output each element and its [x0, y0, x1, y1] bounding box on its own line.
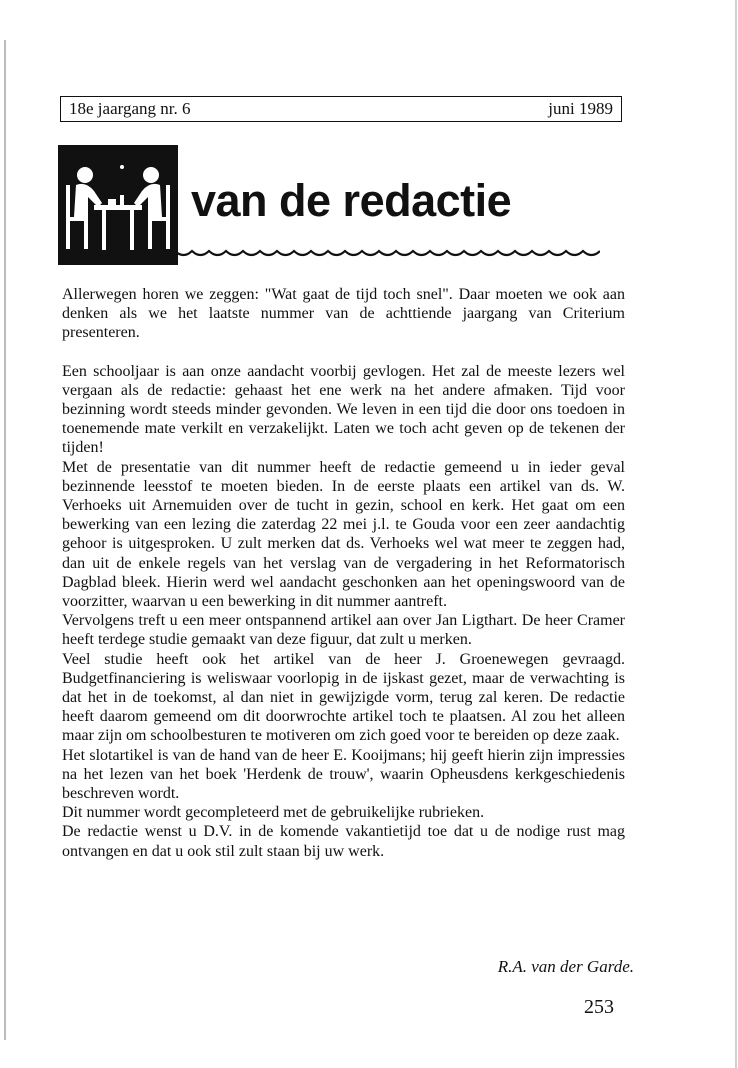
- issue-header: [60, 96, 622, 122]
- issue-date: juni 1989: [548, 99, 613, 118]
- issue-label: 18e jaargang nr. 6: [69, 99, 191, 118]
- paragraph: Een schooljaar is aan onze aandacht voorbij gevlogen. Het zal de meeste lezers wel vergaan als de redactie: gehaast het ene werk na het andere afmaken. Tijd voor bezinning wordt steeds minder gevonden. We leven in een tijd die door ons toedoen in toenemende mate verkilt en verzakelijkt. Laten we toch acht geven op de tekenen der tijden!: [62, 362, 625, 457]
- paragraph: Het slotartikel is van de hand van de heer E. Kooijmans; hij geeft hierin zijn impressies na het lezen van het boek 'Herdenk de trouw', waarin Opheusdens kerkgeschiedenis beschreven wordt.: [62, 746, 625, 803]
- people-at-table-icon: [58, 145, 178, 265]
- scan-edge-right: [735, 0, 737, 1068]
- scan-edge-left: [4, 40, 6, 1040]
- paragraph: Vervolgens treft u een meer ontspannend artikel aan over Jan Ligthart. De heer Cramer heeft terdege studie gemaakt van deze figuur, dat zult u merken.: [62, 612, 625, 649]
- page-title: van de redactie: [191, 175, 512, 226]
- article-body: [62, 285, 625, 861]
- paragraph: Dit nummer wordt gecompleteerd met de gebruikelijke rubrieken.: [62, 804, 485, 822]
- paragraph: De redactie wenst u D.V. in de komende vakantietijd toe dat u de nodige rust mag ontvangen en dat u ook stil zult staan bij uw werk.: [62, 823, 625, 860]
- paragraph: Veel studie heeft ook het artikel van de heer J. Groenewegen gevraagd. Budgetfinanciering is weliswaar voorlopig in de ijskast gezet, maar de verwachting is dat het in de toekomst, al dan niet in gewijzigde vorm, terug zal keren. De redactie heeft daarom gemeend om dit doorwrochte artikel toch te plaatsen. Al zou het alleen maar zijn om schoolbesturen te motiveren om zich goed voor te bereiden op deze zaak.: [62, 650, 625, 745]
- page-number: 253: [584, 996, 614, 1018]
- wave-divider: [175, 246, 600, 260]
- paragraph: Allerwegen horen we zeggen: "Wat gaat de tijd toch snel". Daar moeten we ook aan denken als we het laatste nummer van de achttiende jaargang van Criterium presenteren.: [62, 286, 625, 342]
- author-signature: R.A. van der Garde.: [497, 957, 634, 976]
- paragraph: Met de presentatie van dit nummer heeft de redactie gemeend u in ieder geval bezinnende leesstof te moeten bieden. In de eerste plaats een artikel van ds. W. Verhoeks uit Arnemuiden over de tucht in gezin, school en kerk. Het gaat om een bewerking van een lezing die zaterdag 22 mei j.l. te Gouda voor een zeer aandachtig gehoor is uitgesproken. U zult merken dat ds. Verhoeks wel wat meer te zeggen had, dan uit de enkele regels van het verslag van de vergadering in het Reformatorisch Dagblad bleek. Hierin werd wel aandacht geschonken aan het openingswoord van de voorzitter, waarvan u een bewerking in dit nummer aantreft.: [62, 458, 625, 611]
